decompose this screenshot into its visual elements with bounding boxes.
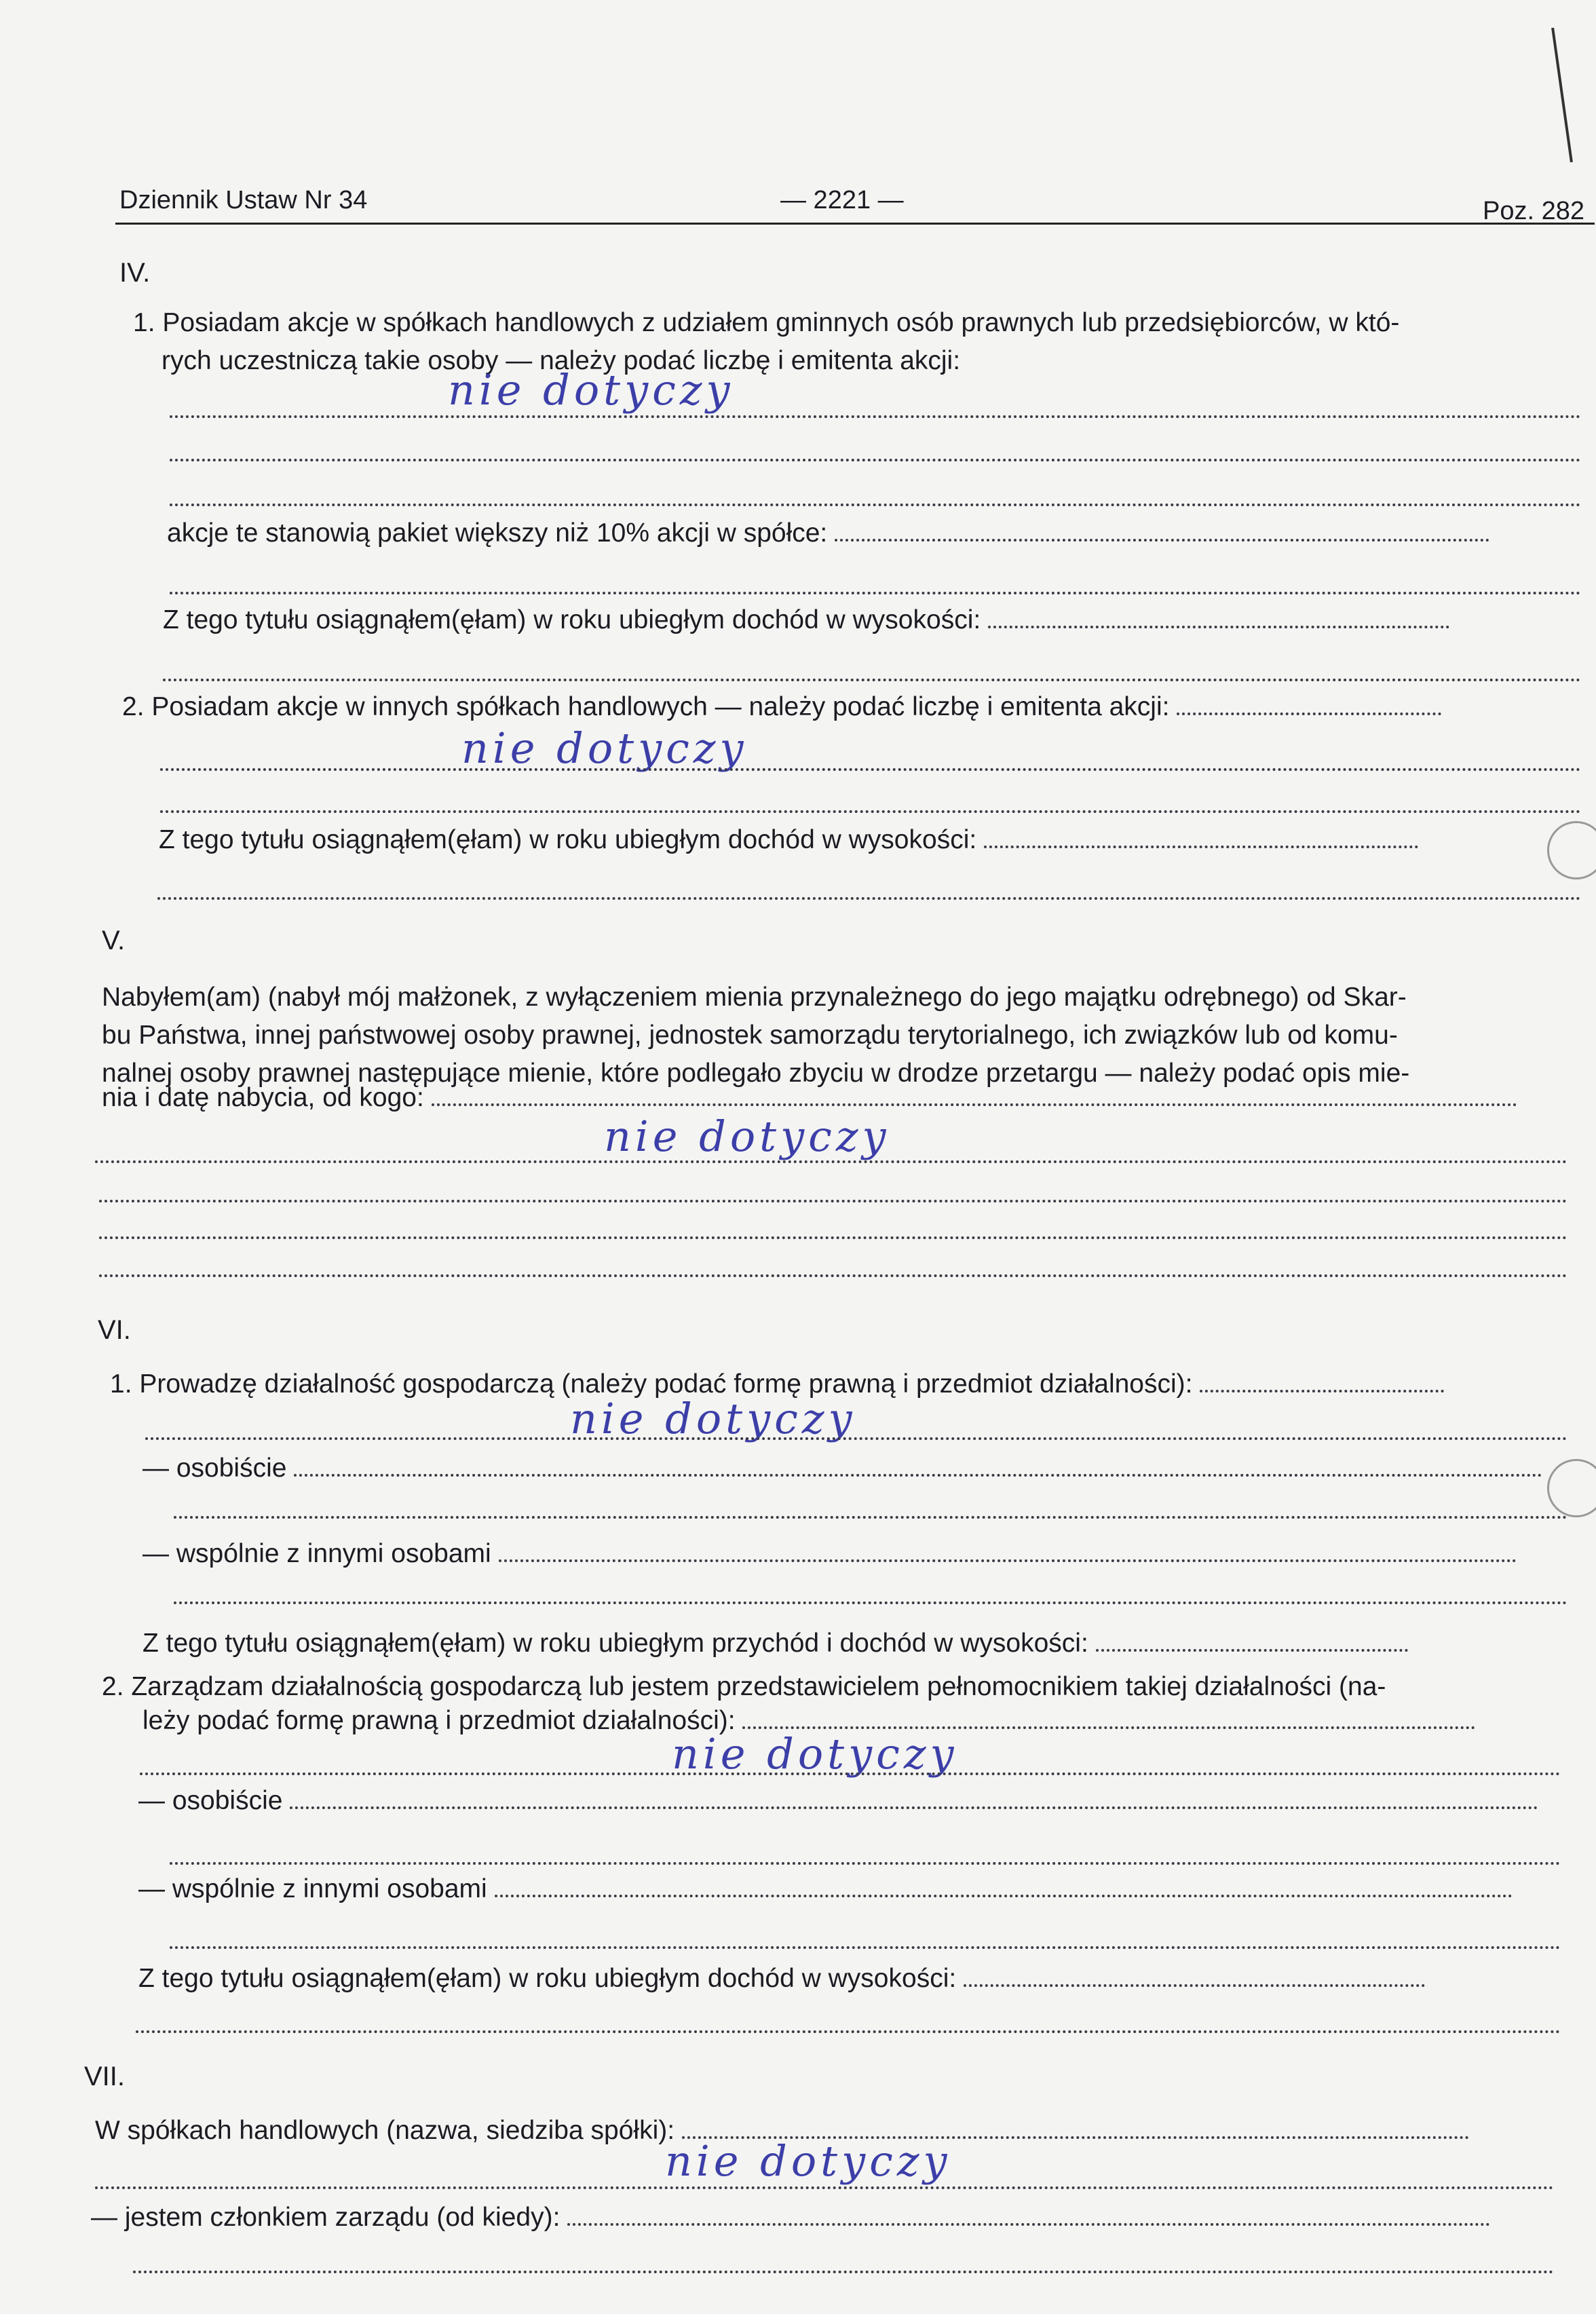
acquisition-fill-line[interactable] bbox=[432, 1103, 1517, 1106]
answer-line[interactable] bbox=[99, 1236, 1568, 1239]
answer-line[interactable] bbox=[95, 1160, 1568, 1163]
margin-mark bbox=[1551, 28, 1573, 163]
section-vi-item1-income: Z tego tytułu osiągnąłem(ęłam) w roku ubiegłym przychód i dochód w wysokości: bbox=[142, 1627, 1408, 1660]
section-vi-item1-line1: 1. Prowadzę działalność gospodarczą (należy podać formę prawną i przedmiot działalności): bbox=[110, 1368, 1444, 1401]
answer-line[interactable] bbox=[133, 2271, 1554, 2273]
board-fill-line[interactable] bbox=[567, 2223, 1490, 2226]
header-rule bbox=[115, 223, 1595, 225]
section-v-handwritten-answer: nie dotyczy bbox=[604, 1112, 890, 1161]
personal-fill-line[interactable] bbox=[290, 1806, 1538, 1809]
answer-line[interactable] bbox=[163, 679, 1581, 681]
answer-line[interactable] bbox=[160, 810, 1581, 813]
section-vi-item2-handwritten-answer: nie dotyczy bbox=[672, 1729, 958, 1779]
answer-line[interactable] bbox=[170, 415, 1581, 418]
page-number: — 2221 — bbox=[780, 186, 904, 214]
section-v-line3: nalnej osoby prawnej następujące mienie, które podlegało zbyciu w drodze przetargu — należy podać opis mie- bbox=[102, 1059, 1410, 1088]
section-v-numeral: V. bbox=[102, 926, 126, 955]
item2-fill-line[interactable] bbox=[1177, 713, 1441, 715]
section-iv-item1-line2: rych uczestniczą takie osoby — należy podać liczbę i emitenta akcji: bbox=[162, 346, 961, 375]
position-number: Poz. 282 bbox=[1483, 197, 1584, 225]
journal-title: Dziennik Ustaw Nr 34 bbox=[119, 186, 368, 214]
income-fill-line[interactable] bbox=[1096, 1649, 1408, 1652]
section-vi-numeral: VI. bbox=[98, 1315, 131, 1345]
punch-hole bbox=[1547, 1459, 1596, 1517]
answer-line[interactable] bbox=[170, 504, 1581, 506]
section-iv-item2-handwritten-answer: nie dotyczy bbox=[461, 723, 748, 773]
section-iv-item1-income: Z tego tytułu osiągnąłem(ęłam) w roku ubiegłym dochód w wysokości: bbox=[163, 604, 1449, 637]
income-fill-line[interactable] bbox=[984, 846, 1418, 848]
section-v-line2: bu Państwa, innej państwowej osoby prawnej, jednostek samorządu terytorialnego, ich związków lub od komu- bbox=[102, 1021, 1398, 1050]
section-vii-handwritten-answer: nie dotyczy bbox=[665, 2136, 951, 2186]
section-vi-item2-income: Z tego tytułu osiągnąłem(ęłam) w roku ubiegłym dochód w wysokości: bbox=[138, 1962, 1425, 1995]
answer-line[interactable] bbox=[157, 897, 1581, 900]
answer-line[interactable] bbox=[170, 1946, 1561, 1949]
answer-line[interactable] bbox=[170, 1862, 1561, 1865]
income-fill-line[interactable] bbox=[988, 626, 1449, 628]
section-vii-companies: W spółkach handlowych (nazwa, siedziba spółki): bbox=[95, 2114, 1469, 2147]
section-vi-item2-personal: — osobiście bbox=[138, 1785, 1538, 1817]
joint-fill-line[interactable] bbox=[499, 1559, 1517, 1562]
answer-line[interactable] bbox=[145, 1437, 1568, 1440]
section-vi-item2-line1: 2. Zarządzam działalnością gospodarczą lub jestem przedstawicielem pełnomocnikiem takiej działalności (na- bbox=[102, 1672, 1386, 1701]
section-v-line1: Nabyłem(am) (nabył mój małżonek, z wyłączeniem mienia przynależnego do jego majątku odrębnego) od Skar- bbox=[102, 983, 1407, 1012]
section-iv-item1-pakiet: akcje te stanowią pakiet większy niż 10% akcji w spółce: bbox=[167, 517, 1489, 550]
section-vi-item2-joint: — wspólnie z innymi osobami bbox=[138, 1873, 1513, 1905]
section-vi-item1-handwritten-answer: nie dotyczy bbox=[570, 1394, 856, 1443]
answer-line[interactable] bbox=[160, 768, 1581, 771]
section-vi-item1-joint: — wspólnie z innymi osobami bbox=[142, 1538, 1517, 1570]
personal-fill-line[interactable] bbox=[294, 1474, 1542, 1477]
answer-line[interactable] bbox=[99, 1274, 1568, 1277]
section-iv-item1-line1: 1. Posiadam akcje w spółkach handlowych z udziałem gminnych osób prawnych lub przedsiębiorców, w któ- bbox=[133, 308, 1400, 337]
section-iv-item2-line1: 2. Posiadam akcje w innych spółkach handlowych — należy podać liczbę i emitenta akcji: bbox=[122, 691, 1441, 723]
business-fill-line[interactable] bbox=[1200, 1390, 1444, 1392]
joint-fill-line[interactable] bbox=[495, 1895, 1513, 1897]
section-v-line4: nia i datę nabycia, od kogo: bbox=[102, 1082, 1517, 1114]
section-vii-board: — jestem członkiem zarządu (od kiedy): bbox=[91, 2201, 1490, 2234]
answer-line[interactable] bbox=[174, 1601, 1568, 1604]
section-vi-item1-personal: — osobiście bbox=[142, 1452, 1542, 1485]
answer-line[interactable] bbox=[174, 1516, 1568, 1519]
answer-line[interactable] bbox=[95, 2186, 1554, 2189]
answer-line[interactable] bbox=[99, 1200, 1568, 1202]
answer-line[interactable] bbox=[170, 592, 1581, 594]
section-vi-item2-line2: leży podać formę prawną i przedmiot działalności): bbox=[142, 1705, 1475, 1737]
income-fill-line[interactable] bbox=[964, 1984, 1425, 1987]
answer-line[interactable] bbox=[170, 459, 1581, 461]
section-iv-item2-income: Z tego tytułu osiągnąłem(ęłam) w roku ubiegłym dochód w wysokości: bbox=[159, 824, 1418, 856]
answer-line[interactable] bbox=[140, 1772, 1561, 1775]
section-iv-numeral: IV. bbox=[119, 258, 151, 288]
section-vii-numeral: VII. bbox=[84, 2062, 126, 2091]
answer-line[interactable] bbox=[136, 2030, 1561, 2033]
pakiet-fill-line[interactable] bbox=[835, 539, 1489, 542]
section-iv-item1-handwritten-answer: nie dotyczy bbox=[448, 365, 734, 415]
punch-hole bbox=[1547, 821, 1596, 879]
